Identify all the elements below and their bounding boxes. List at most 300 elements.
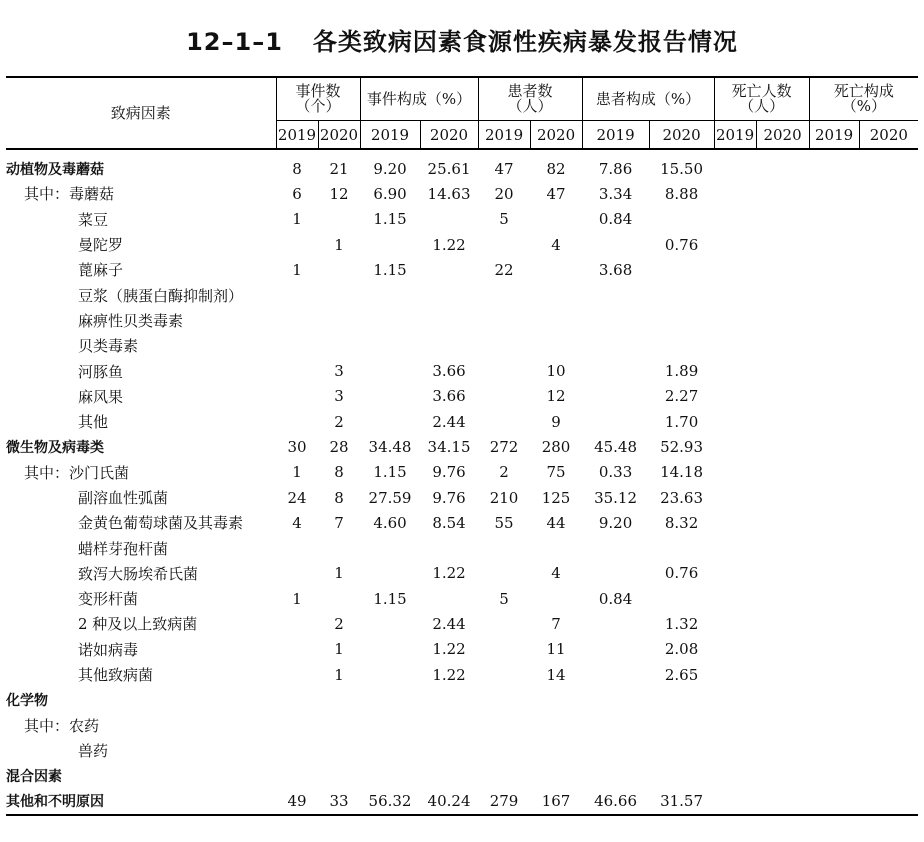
table-cell — [582, 384, 649, 409]
table-cell — [478, 687, 530, 712]
table-row — [6, 611, 918, 636]
table-cell — [714, 738, 756, 763]
table-cell — [809, 611, 859, 636]
table-cell — [360, 763, 420, 788]
table-cell: 0.84 — [598, 589, 633, 608]
row-label: 其中：毒蘑菇 — [24, 185, 115, 204]
table-cell: 82 — [546, 159, 566, 178]
table-cell — [276, 308, 318, 333]
table-cell — [530, 738, 582, 763]
table-cell: 6.90 — [373, 184, 407, 203]
table-cell: 3 — [334, 362, 344, 381]
table-cell — [859, 662, 918, 687]
table-cell: 0.76 — [664, 564, 699, 583]
table-cell — [276, 384, 318, 409]
table-row — [6, 384, 918, 409]
table-cell — [756, 358, 809, 383]
table-cell — [809, 308, 859, 333]
table-cell — [360, 232, 420, 257]
table-cell: 7 — [334, 513, 344, 532]
row-label: 河豚鱼 — [78, 362, 124, 381]
table-cell: 12 — [546, 387, 566, 406]
table-cell — [478, 637, 530, 662]
year-header: 2019 — [276, 121, 318, 150]
header-row-groups — [6, 77, 918, 121]
page-title — [0, 22, 924, 57]
table-cell — [276, 687, 318, 712]
row-label: 曼陀罗 — [78, 236, 124, 255]
table-cell — [420, 586, 478, 611]
table-cell — [649, 333, 714, 358]
table-cell — [809, 282, 859, 307]
table-cell — [530, 257, 582, 282]
table-cell — [420, 535, 478, 560]
table-cell — [478, 662, 530, 687]
table-cell — [756, 409, 809, 434]
table-row — [6, 586, 918, 611]
table-cell: 44 — [546, 513, 566, 532]
column-header-events: 事件数 （个） — [276, 77, 360, 121]
table-cell: 47 — [546, 184, 566, 203]
row-label: 菜豆 — [78, 210, 109, 229]
table-cell: 167 — [530, 788, 582, 814]
table-cell: 125 — [541, 488, 571, 507]
table-row — [6, 207, 918, 232]
table-cell — [649, 257, 714, 282]
table-row — [6, 409, 918, 434]
table-cell — [859, 738, 918, 763]
table-cell: 5 — [499, 210, 509, 229]
table-row — [6, 460, 918, 485]
table-cell — [809, 384, 859, 409]
table-cell — [420, 207, 478, 232]
table-cell — [318, 257, 360, 282]
table-cell — [276, 282, 318, 307]
table-cell — [809, 207, 859, 232]
table-cell — [809, 788, 859, 814]
table-cell: 33 — [318, 788, 360, 814]
table-cell — [756, 561, 809, 586]
table-cell — [582, 687, 649, 712]
table-cell — [478, 535, 530, 560]
table-cell: 52.93 — [660, 437, 704, 456]
table-cell — [859, 510, 918, 535]
table-cell — [276, 611, 318, 636]
row-label: 其他致病菌 — [78, 666, 154, 685]
table-cell: 14 — [546, 665, 566, 684]
table-cell — [530, 207, 582, 232]
table-cell — [859, 687, 918, 712]
table-cell: 1 — [292, 210, 302, 229]
table-cell: 55 — [494, 513, 514, 532]
table-cell: 1.15 — [373, 260, 407, 279]
table-cell — [478, 561, 530, 586]
table-cell: 3.66 — [432, 362, 466, 381]
table-cell — [714, 662, 756, 687]
row-label: 诺如病毒 — [78, 640, 139, 659]
table-cell — [809, 713, 859, 738]
table-cell — [420, 713, 478, 738]
table-cell — [809, 561, 859, 586]
table-cell: 2.44 — [432, 614, 466, 633]
table-cell: 1.70 — [664, 412, 699, 431]
table-cell — [756, 282, 809, 307]
table-cell — [478, 282, 530, 307]
table-cell: 75 — [546, 463, 566, 482]
column-header-patient-share: 患者构成（%） — [582, 77, 714, 121]
table-cell: 1.22 — [432, 564, 466, 583]
table-cell — [714, 232, 756, 257]
year-header: 2019 — [714, 121, 756, 150]
table-cell — [420, 308, 478, 333]
table-cell — [420, 282, 478, 307]
table-cell — [809, 738, 859, 763]
table-cell — [714, 586, 756, 611]
table-cell — [809, 485, 859, 510]
table-cell — [756, 485, 809, 510]
table-cell: 8 — [334, 488, 344, 507]
year-header: 2019 — [582, 121, 649, 150]
row-label: 其他和不明原因 — [6, 788, 276, 814]
table-cell — [859, 535, 918, 560]
table-cell: 4 — [551, 564, 561, 583]
table-cell — [714, 257, 756, 282]
table-cell: 35.12 — [594, 488, 638, 507]
table-cell: 1 — [334, 640, 344, 659]
table-cell — [714, 333, 756, 358]
table-cell — [276, 409, 318, 434]
row-label: 其中：农药 — [24, 716, 100, 735]
table-cell — [714, 687, 756, 712]
table-cell — [859, 358, 918, 383]
table-cell — [649, 535, 714, 560]
year-header: 2020 — [420, 121, 478, 150]
table-cell: 2.08 — [664, 640, 699, 659]
table-cell — [276, 232, 318, 257]
table-cell — [714, 308, 756, 333]
table-cell — [756, 738, 809, 763]
table-cell — [756, 662, 809, 687]
table-cell: 280 — [541, 437, 571, 456]
table-cell: 1.22 — [432, 640, 466, 659]
table-cell — [859, 181, 918, 206]
table-cell: 34.15 — [427, 437, 471, 456]
table-cell — [582, 561, 649, 586]
column-header-event-share: 事件构成（%） — [360, 77, 478, 121]
table-cell — [360, 282, 420, 307]
table-cell — [859, 207, 918, 232]
table-code: 12–1–1 — [186, 28, 283, 56]
table-cell — [582, 713, 649, 738]
table-cell — [714, 409, 756, 434]
row-label: 麻风果 — [78, 387, 124, 406]
table-cell — [756, 149, 809, 181]
table-cell — [478, 232, 530, 257]
table-cell — [360, 687, 420, 712]
table-cell — [318, 535, 360, 560]
table-cell — [582, 738, 649, 763]
table-cell — [756, 181, 809, 206]
table-cell: 1 — [292, 463, 302, 482]
row-label: 蓖麻子 — [78, 261, 124, 280]
row-label: 麻痹性贝类毒素 — [78, 311, 184, 330]
table-row — [6, 181, 918, 206]
table-cell — [714, 282, 756, 307]
year-header: 2020 — [530, 121, 582, 150]
row-label: 豆浆（胰蛋白酶抑制剂） — [78, 286, 244, 305]
table-cell: 279 — [478, 788, 530, 814]
table-cell: 2.44 — [432, 412, 466, 431]
table-cell — [714, 149, 756, 181]
column-header-deaths: 死亡人数 （人） — [714, 77, 809, 121]
table-cell: 2.65 — [664, 665, 699, 684]
table-cell — [649, 763, 714, 788]
table-body — [6, 149, 918, 815]
row-label: 副溶血性弧菌 — [78, 489, 169, 507]
table-cell — [318, 308, 360, 333]
table-cell: 14.18 — [660, 463, 704, 482]
table-row — [6, 308, 918, 333]
year-header: 2019 — [809, 121, 859, 150]
table-cell — [478, 358, 530, 383]
table-cell — [756, 510, 809, 535]
table-cell: 23.63 — [660, 488, 704, 507]
table-cell — [318, 586, 360, 611]
table-cell — [318, 333, 360, 358]
table-cell — [478, 333, 530, 358]
table-cell — [859, 149, 918, 181]
table-cell — [530, 282, 582, 307]
table-cell — [360, 409, 420, 434]
table-cell — [276, 535, 318, 560]
year-header: 2020 — [649, 121, 714, 150]
table-cell: 3 — [334, 387, 344, 406]
table-cell — [756, 713, 809, 738]
table-cell: 1.22 — [432, 235, 466, 254]
table-cell: 1 — [334, 665, 344, 684]
table-cell — [420, 763, 478, 788]
table-cell — [859, 561, 918, 586]
table-cell — [859, 485, 918, 510]
table-cell: 8.54 — [432, 513, 466, 532]
row-label: 变形杆菌 — [78, 590, 139, 609]
table-cell — [318, 687, 360, 712]
table-cell — [360, 333, 420, 358]
table-cell — [649, 207, 714, 232]
table-cell — [582, 535, 649, 560]
table-cell — [714, 384, 756, 409]
table-cell: 25.61 — [427, 159, 471, 178]
table-cell — [756, 460, 809, 485]
table-cell: 31.57 — [649, 788, 714, 814]
table-row — [6, 561, 918, 586]
table-cell — [756, 207, 809, 232]
table-cell — [859, 611, 918, 636]
table-cell — [478, 763, 530, 788]
table-cell — [649, 713, 714, 738]
table-cell — [714, 460, 756, 485]
row-label: 其中：沙门氏菌 — [24, 463, 130, 482]
table-cell — [318, 282, 360, 307]
table-cell — [859, 788, 918, 814]
row-label: 微生物及病毒类 — [6, 439, 104, 456]
table-cell — [478, 738, 530, 763]
table-cell: 272 — [489, 437, 519, 456]
table-row — [6, 333, 918, 358]
table-cell: 3.68 — [598, 260, 633, 279]
table-cell — [809, 434, 859, 459]
table-cell — [809, 662, 859, 687]
table-cell — [649, 687, 714, 712]
row-label: 贝类毒素 — [78, 337, 139, 356]
table-cell: 22 — [494, 260, 514, 279]
table-cell: 7 — [551, 614, 561, 633]
row-label: 致泻大肠埃希氏菌 — [78, 564, 199, 583]
table-cell — [809, 510, 859, 535]
table-cell — [859, 434, 918, 459]
table-row — [6, 358, 918, 383]
row-label: 兽药 — [78, 741, 109, 760]
table-cell: 9.76 — [432, 463, 466, 482]
table-cell — [859, 282, 918, 307]
table-cell — [478, 611, 530, 636]
table-cell — [360, 535, 420, 560]
table-cell — [360, 308, 420, 333]
table-cell: 47 — [494, 159, 514, 178]
table-cell — [276, 763, 318, 788]
table-cell — [859, 257, 918, 282]
table-cell: 2.27 — [664, 387, 699, 406]
table-cell: 1 — [334, 564, 344, 583]
table-cell — [530, 535, 582, 560]
table-row — [6, 687, 918, 712]
table-cell — [582, 282, 649, 307]
table-cell — [582, 611, 649, 636]
table-cell — [756, 687, 809, 712]
table-cell: 49 — [276, 788, 318, 814]
table-cell — [859, 232, 918, 257]
table-cell — [360, 384, 420, 409]
table-cell — [276, 713, 318, 738]
table-cell — [276, 637, 318, 662]
table-cell — [478, 713, 530, 738]
table-cell — [859, 460, 918, 485]
table-cell: 28 — [329, 437, 349, 456]
table-cell: 210 — [489, 488, 519, 507]
table-cell: 3.34 — [598, 184, 633, 203]
table-cell — [809, 149, 859, 181]
table-cell: 0.84 — [598, 210, 633, 229]
table-cell — [809, 257, 859, 282]
table-row — [6, 763, 918, 788]
table-cell — [478, 308, 530, 333]
table-cell — [714, 510, 756, 535]
table-cell: 27.59 — [368, 488, 412, 507]
table-cell — [756, 788, 809, 814]
table-cell: 1.15 — [373, 463, 407, 482]
table-cell — [859, 333, 918, 358]
table-cell — [360, 358, 420, 383]
table-cell: 1 — [334, 235, 344, 254]
table-row — [6, 788, 918, 814]
table-row — [6, 662, 918, 687]
year-header: 2019 — [360, 121, 420, 150]
table-cell — [318, 738, 360, 763]
table-row — [6, 485, 918, 510]
table-cell — [859, 637, 918, 662]
table-cell — [756, 384, 809, 409]
table-cell — [649, 586, 714, 611]
table-cell: 1.89 — [664, 362, 699, 381]
table-cell: 6 — [292, 184, 302, 203]
table-cell — [859, 586, 918, 611]
column-header-death-share: 死亡构成 （%） — [809, 77, 918, 121]
row-label: 蜡样芽孢杆菌 — [78, 539, 169, 558]
table-cell — [809, 687, 859, 712]
table-cell — [714, 358, 756, 383]
table-cell — [859, 308, 918, 333]
table-cell — [530, 308, 582, 333]
table-cell: 0.76 — [664, 235, 699, 254]
row-label: 动植物及毒蘑菇 — [6, 161, 104, 178]
table-cell — [756, 611, 809, 636]
table-cell — [809, 181, 859, 206]
table-cell — [478, 384, 530, 409]
table-cell: 8 — [292, 159, 302, 178]
row-label: 化学物 — [6, 692, 48, 709]
table-cell: 30 — [287, 437, 307, 456]
table-cell: 8 — [334, 463, 344, 482]
table-cell — [276, 662, 318, 687]
table-cell — [809, 232, 859, 257]
table-cell — [714, 434, 756, 459]
table-cell: 9.76 — [432, 488, 466, 507]
table-row — [6, 149, 918, 181]
table-cell — [318, 763, 360, 788]
table-cell: 5 — [499, 589, 509, 608]
table-cell — [478, 409, 530, 434]
table-cell — [859, 409, 918, 434]
table-cell — [756, 434, 809, 459]
column-header-patients: 患者数 （人） — [478, 77, 582, 121]
table-cell — [649, 738, 714, 763]
table-cell — [756, 257, 809, 282]
table-cell — [714, 611, 756, 636]
table-row — [6, 434, 918, 459]
outbreak-table — [6, 76, 918, 816]
table-cell: 9.20 — [373, 159, 407, 178]
table-cell — [276, 561, 318, 586]
table-cell — [420, 738, 478, 763]
table-cell: 1.32 — [664, 614, 699, 633]
table-cell — [582, 409, 649, 434]
table-cell — [859, 763, 918, 788]
table-cell — [649, 282, 714, 307]
table-cell — [276, 738, 318, 763]
table-cell — [318, 713, 360, 738]
table-cell — [809, 763, 859, 788]
year-header: 2020 — [318, 121, 360, 150]
table-cell — [276, 333, 318, 358]
table-cell — [714, 788, 756, 814]
table-cell — [360, 611, 420, 636]
table-cell — [809, 535, 859, 560]
column-header-cause: 致病因素 — [6, 77, 276, 149]
table-cell: 12 — [329, 184, 349, 203]
table-cell — [809, 333, 859, 358]
table-cell: 45.48 — [594, 437, 638, 456]
table-cell: 24 — [287, 488, 307, 507]
